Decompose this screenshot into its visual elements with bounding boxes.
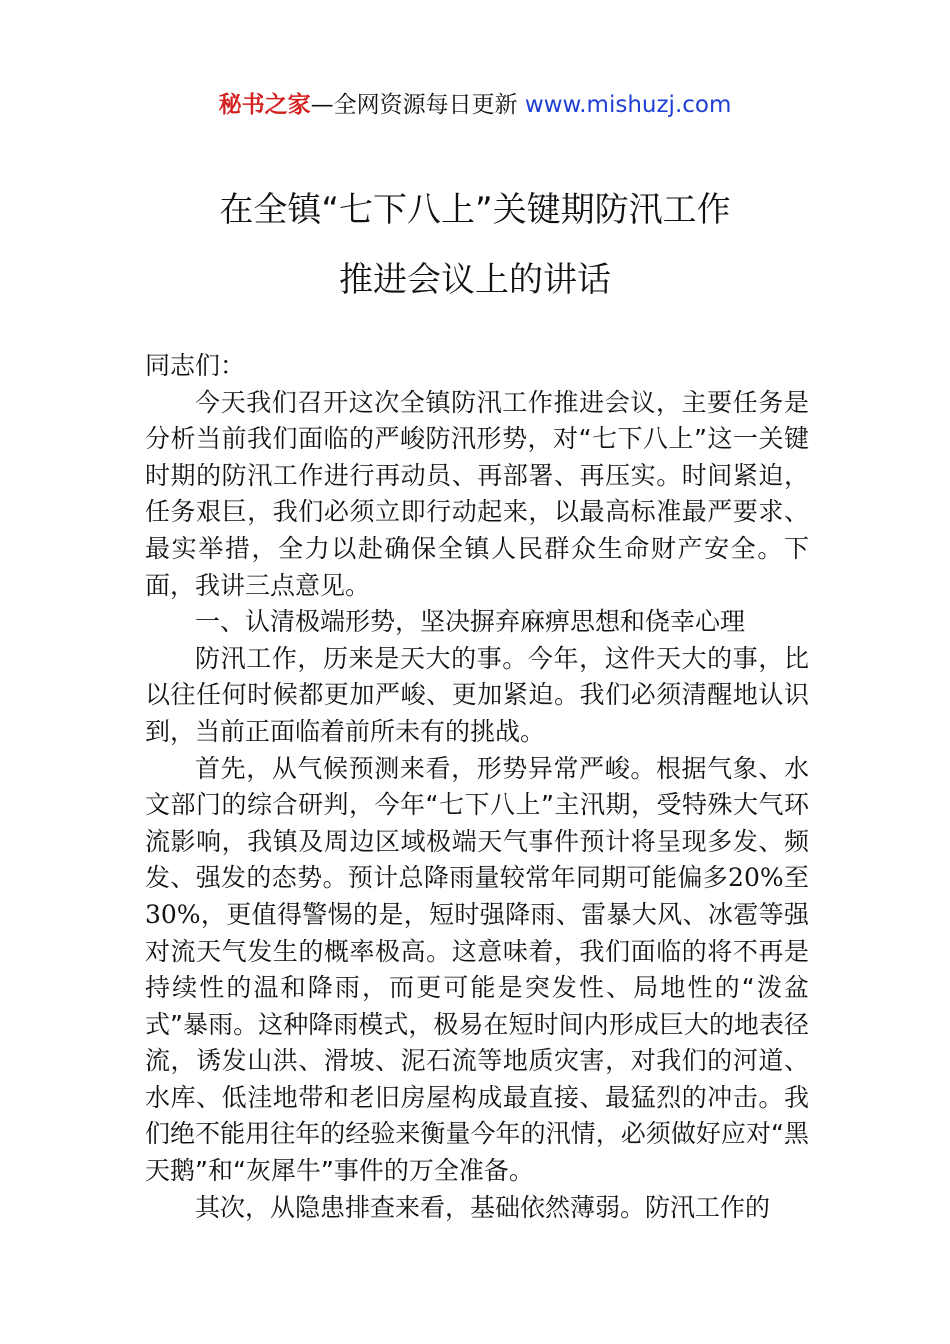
paragraph-2: 防汛工作，历来是天大的事。今年，这件天大的事，比以往任何时候都更加严峻、更加紧迫。我们必须清醒地认识到，当前正面临着前所未有的挑战。	[145, 643, 809, 746]
site-header	[0, 88, 950, 122]
site-url-link[interactable]: www.mishuzj.com	[524, 92, 732, 118]
percent-low: 20%	[728, 863, 784, 893]
salutation: 同志们：	[145, 351, 246, 380]
paragraph-intro: 今天我们召开这次全镇防汛工作推进会议，主要任务是分析当前我们面临的严峻防汛形势，对“七下八上”这一关键时期的防汛工作进行再动员、再部署、再压实。时间紧迫，任务艰巨，我们必须立即行动起来，以最高标准最严要求、最实举措，全力以赴确保全镇人民群众生命财产安全。下面，我讲三点意见。	[145, 387, 809, 600]
brand-name: 秘书之家	[218, 92, 311, 118]
paragraph-3	[145, 751, 809, 1190]
percent-join: 至	[783, 863, 809, 893]
section-heading-1: 一、认清极端形势，坚决摒弃麻痹思想和侥幸心理	[195, 607, 746, 637]
paragraph-3-part-b: ，更值得警惕的是，短时强降雨、雷暴大风、冰雹等强对流天气发生的概率极高。这意味着，我们面临的将不再是持续性的温和降雨，而更可能是突发性、局地性的“泼盆式”暴雨。这种降雨模式，极易在短时间内形成巨大的地表径流，诱发山洪、滑坡、泥石流等地质灾害，对我们的河道、水库、低洼地带和老旧房屋构成最直接、最猛烈的冲击。我们绝不能用往年的经验来衡量今年的汛情，必须做好应对“黑天鹅”和“灰犀牛”事件的万全准备。	[145, 899, 809, 1186]
paragraph-4: 其次，从隐患排查来看，基础依然薄弱。防汛工作的	[195, 1192, 771, 1222]
document-title-line-1: 在全镇“七下八上”关键期防汛工作	[219, 190, 731, 230]
header-tagline: —全网资源每日更新	[310, 92, 518, 118]
paragraph-3-part-a: 首先，从气候预测来看，形势异常严峻。根据气象、水文部门的综合研判，今年“七下八上”主汛期，受特殊大气环流影响，我镇及周边区域极端天气事件预计将呈现多发、频发、强发的态势。预计总降雨量较常年同期可能偏多	[145, 753, 809, 893]
percent-high: 30%	[145, 899, 201, 929]
document-title-line-2: 推进会议上的讲话	[339, 260, 611, 300]
document-body	[145, 348, 809, 1226]
